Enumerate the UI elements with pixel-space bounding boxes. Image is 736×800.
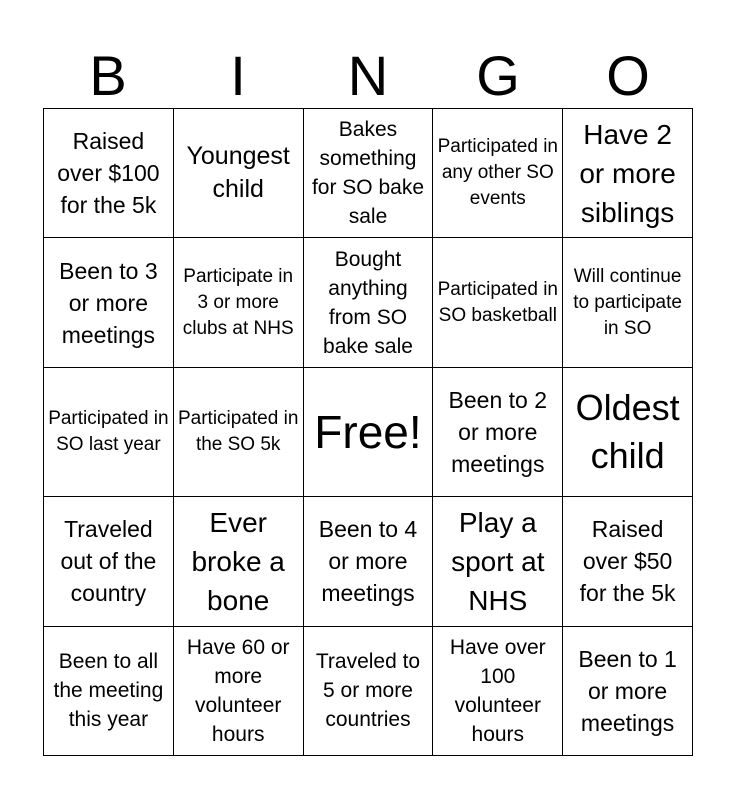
bingo-cell[interactable]: [304, 627, 434, 756]
bingo-cell[interactable]: [174, 497, 304, 626]
free-space-text: Free!: [314, 405, 422, 458]
bingo-cell[interactable]: [563, 497, 693, 626]
bingo-cell[interactable]: [563, 238, 693, 367]
bingo-cell[interactable]: [304, 109, 434, 238]
bingo-cell[interactable]: [44, 109, 174, 238]
cell-text: Have over 100 volunteer hours: [449, 635, 546, 746]
bingo-cell[interactable]: [563, 368, 693, 497]
cell-text: Play a sport at NHS: [451, 506, 545, 616]
bingo-header: [43, 44, 693, 108]
bingo-cell[interactable]: [174, 109, 304, 238]
header-letter-g: G: [476, 44, 520, 107]
bingo-cell[interactable]: [304, 238, 434, 367]
cell-text: Participated in any other SO events: [437, 136, 558, 210]
bingo-cell[interactable]: [433, 627, 563, 756]
cell-text: Traveled out of the country: [60, 516, 157, 607]
bingo-cell[interactable]: [174, 238, 304, 367]
bingo-cell[interactable]: [433, 368, 563, 497]
bingo-cell[interactable]: [563, 627, 693, 756]
bingo-cell[interactable]: [44, 238, 174, 367]
cell-text: Been to 3 or more meetings: [59, 257, 158, 348]
bingo-cell[interactable]: [174, 368, 304, 497]
header-letter-n: N: [347, 44, 389, 107]
bingo-cell[interactable]: [433, 497, 563, 626]
cell-text: Been to 1 or more meetings: [578, 645, 677, 736]
bingo-cell[interactable]: [44, 497, 174, 626]
cell-text: Participated in the SO 5k: [177, 407, 299, 455]
free-space-cell[interactable]: [304, 368, 434, 497]
cell-text: Raised over $50 for the 5k: [579, 516, 676, 607]
cell-text: Participated in SO last year: [48, 407, 169, 455]
bingo-cell[interactable]: [174, 627, 304, 756]
cell-text: Bought anything from SO bake sale: [323, 247, 413, 358]
cell-text: Participated in SO basketball: [437, 278, 558, 326]
bingo-cell[interactable]: [433, 109, 563, 238]
cell-text: Ever broke a bone: [191, 506, 285, 616]
bingo-cell[interactable]: [44, 368, 174, 497]
cell-text: Will continue to participate in SO: [573, 265, 682, 339]
bingo-board: [43, 108, 693, 756]
cell-text: Youngest child: [186, 142, 290, 204]
bingo-cell[interactable]: [304, 497, 434, 626]
cell-text: Raised over $100 for the 5k: [57, 128, 160, 219]
bingo-cell[interactable]: [433, 238, 563, 367]
bingo-cell[interactable]: [44, 627, 174, 756]
cell-text: Been to 2 or more meetings: [448, 386, 548, 477]
cell-text: Been to 4 or more meetings: [318, 516, 418, 607]
header-letter-b: B: [89, 44, 127, 107]
cell-text: Been to all the meeting this year: [53, 650, 164, 732]
header-letter-o: O: [606, 44, 650, 107]
cell-text: Have 2 or more siblings: [579, 118, 676, 228]
cell-text: Have 60 or more volunteer hours: [186, 635, 290, 746]
cell-text: Bakes something for SO bake sale: [311, 118, 425, 229]
cell-text: Participate in 3 or more clubs at NHS: [182, 265, 294, 339]
cell-text: Traveled to 5 or more countries: [315, 650, 421, 732]
header-letter-i: I: [230, 44, 246, 107]
cell-text: Oldest child: [575, 386, 680, 476]
bingo-cell[interactable]: [563, 109, 693, 238]
